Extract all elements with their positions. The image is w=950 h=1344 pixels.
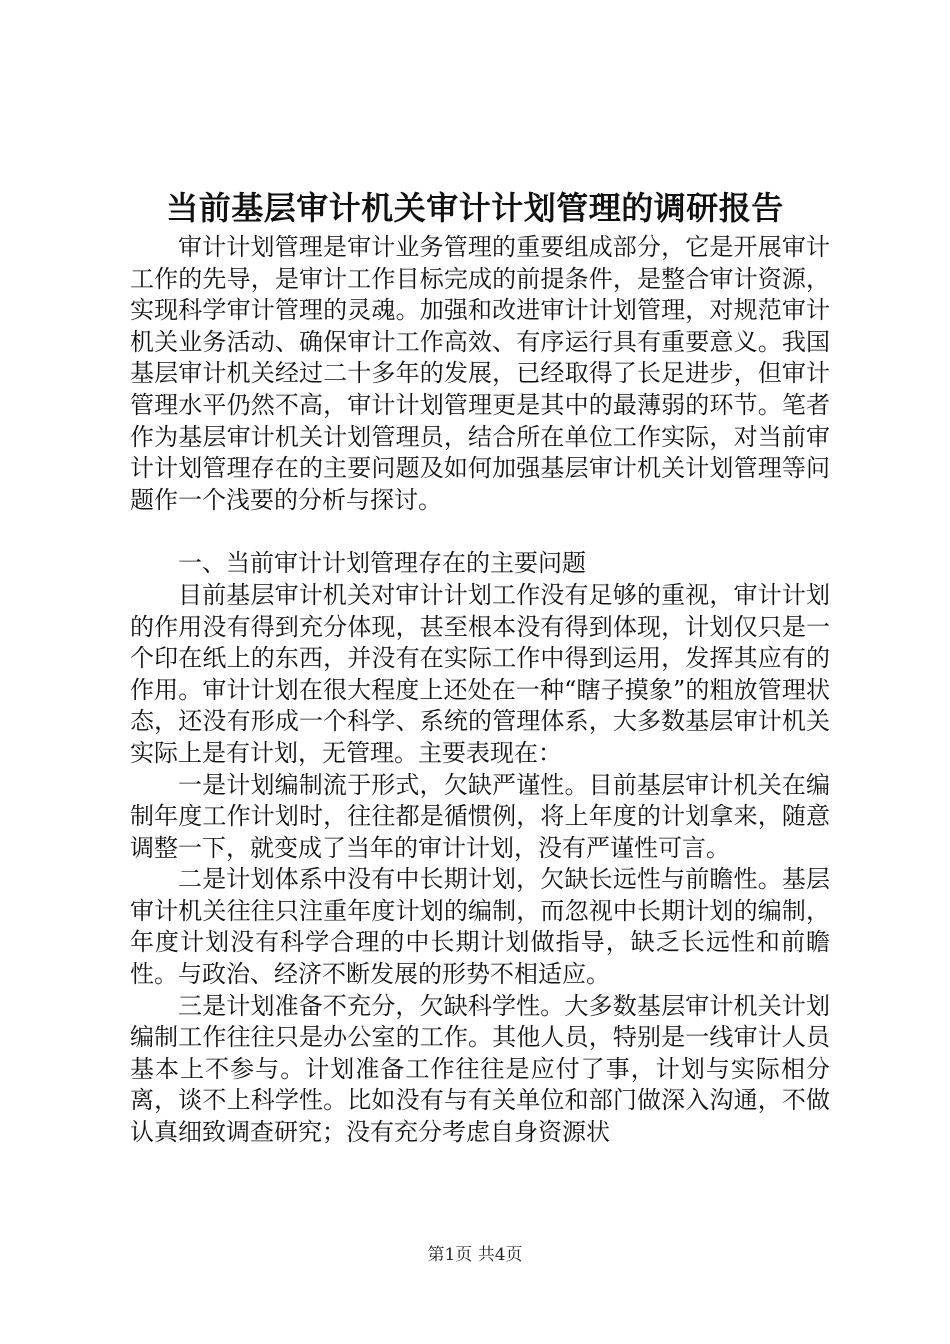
- body-paragraph: 二是计划体系中没有中长期计划，欠缺长远性与前瞻性。基层审计机关往往只注重年度计划的编制，而忽视中长期计划的编制，年度计划没有科学合理的中长期计划做指导，缺乏长远性和前瞻性。与政治、经济不断发展的形势不相适应。: [130, 865, 830, 989]
- body-paragraph: 三是计划准备不充分，欠缺科学性。大多数基层审计机关计划编制工作往往只是办公室的工作。其他人员，特别是一线审计人员基本上不参与。计划准备工作往往是应付了事，计划与实际相分离，谈不上科学性。比如没有与有关单位和部门做深入沟通，不做认真细致调查研究；没有充分考虑自身资源状: [130, 991, 830, 1147]
- body-paragraph: 目前基层审计机关对审计计划工作没有足够的重视，审计计划的作用没有得到充分体现，甚至根本没有得到体现，计划仅只是一个印在纸上的东西，并没有在实际工作中得到运用，发挥其应有的作用。审计计划在很大程度上还处在一种“瞎子摸象”的粗放管理状态，还没有形成一个科学、系统的管理体系，大多数基层审计机关实际上是有计划，无管理。主要表现在：: [130, 580, 830, 767]
- body-paragraph: 一是计划编制流于形式，欠缺严谨性。目前基层审计机关在编制年度工作计划时，往往都是循惯例，将上年度的计划拿来，随意调整一下，就变成了当年的审计计划，没有严谨性可言。: [130, 770, 830, 862]
- intro-paragraph: 审计计划管理是审计业务管理的重要组成部分，它是开展审计工作的先导，是审计工作目标完成的前提条件，是整合审计资源，实现科学审计管理的灵魂。加强和改进审计计划管理，对规范审计机关业务活动、确保审计工作高效、有序运行具有重要意义。我国基层审计机关经过二十多年的发展，已经取得了长足进步，但审计管理水平仍然不高，审计计划管理更是其中的最薄弱的环节。笔者作为基层审计机关计划管理员，结合所在单位工作实际，对当前审计计划管理存在的主要问题及如何加强基层审计机关计划管理等问题作一个浅要的分析与探讨。: [130, 233, 830, 514]
- section-heading: 一、当前审计计划管理存在的主要问题: [178, 549, 586, 578]
- page-number-footer: 第1页 共4页: [427, 1245, 523, 1265]
- document-body: [130, 232, 830, 1149]
- document-title: 当前基层审计机关审计计划管理的调研报告: [166, 189, 784, 227]
